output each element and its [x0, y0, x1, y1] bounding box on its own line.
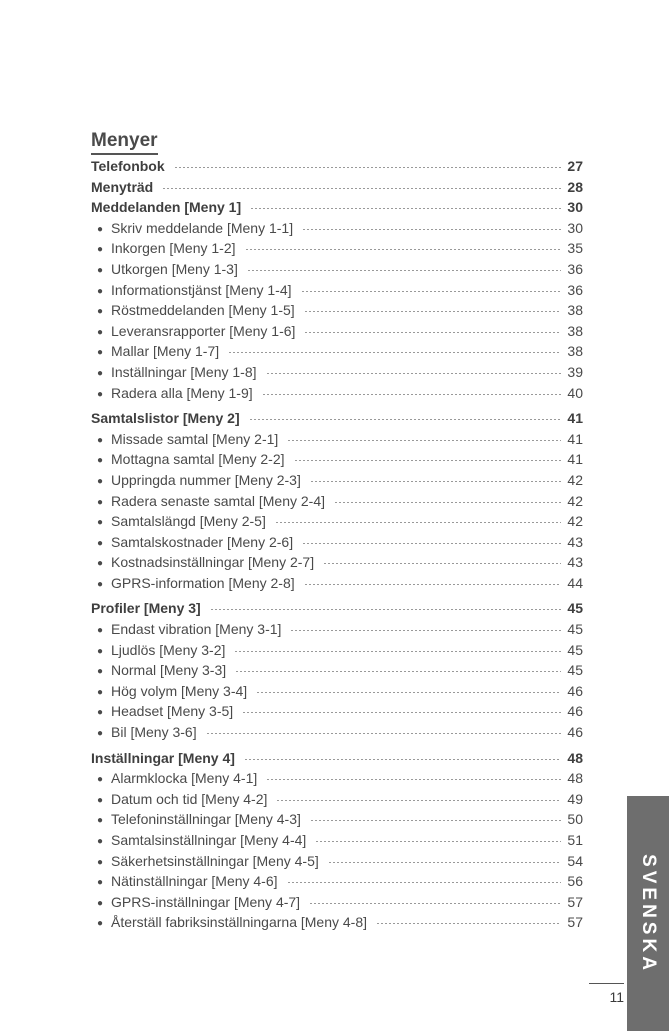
toc-entry-label: Endast vibration [Meny 3-1]: [111, 621, 282, 638]
bullet-icon: ●: [97, 306, 104, 318]
bullet-icon: ●: [97, 455, 104, 467]
toc-entry-page: 36: [567, 260, 583, 277]
toc-item-entry: [91, 282, 583, 303]
dot-leader: [304, 311, 561, 312]
dot-leader: [376, 923, 561, 924]
toc-entry-page: 46: [567, 703, 583, 720]
toc-entry-page: 45: [567, 600, 583, 617]
bullet-icon: ●: [97, 517, 104, 529]
dot-leader: [294, 460, 561, 461]
toc-entry-page: 38: [567, 322, 583, 339]
toc-entry-page: 43: [567, 533, 583, 550]
toc-entry-page: 41: [567, 451, 583, 468]
toc-entry-page: 45: [567, 662, 583, 679]
toc-entry-label: Ljudlös [Meny 3-2]: [111, 641, 226, 658]
toc-item-entry: [91, 534, 583, 555]
toc-item-entry: [91, 240, 583, 261]
toc-entry-label: Samtalslistor [Meny 2]: [91, 410, 240, 427]
dot-leader: [162, 188, 561, 189]
toc-item-entry: [91, 220, 583, 241]
toc-entry-label: Radera alla [Meny 1-9]: [111, 384, 253, 401]
toc-item-entry: [91, 472, 583, 493]
dot-leader: [304, 332, 561, 333]
toc-entry-label: Uppringda nummer [Meny 2-3]: [111, 471, 301, 488]
toc-item-entry: [91, 302, 583, 323]
toc-item-entry: [91, 853, 583, 874]
dot-leader: [287, 882, 561, 883]
toc-entry-label: Inställningar [Meny 4]: [91, 749, 235, 766]
toc-item-entry: [91, 811, 583, 832]
toc-entry-page: 51: [567, 832, 583, 848]
toc-entry-page: 45: [567, 641, 583, 658]
toc-entry-label: Nätinställningar [Meny 4-6]: [111, 873, 278, 890]
toc-entry-label: Samtalskostnader [Meny 2-6]: [111, 533, 294, 550]
toc-entry-page: 35: [567, 240, 583, 257]
toc-entry-page: 42: [567, 471, 583, 488]
dot-leader: [276, 800, 561, 801]
toc-entry-page: 41: [567, 410, 583, 427]
bullet-icon: ●: [97, 347, 104, 359]
toc-heading: Menyer: [91, 130, 158, 155]
toc-entry-label: Samtalslängd [Meny 2-5]: [111, 513, 266, 530]
toc-entry-label: Skriv meddelande [Meny 1-1]: [111, 219, 294, 236]
toc-entry-page: 56: [567, 873, 583, 890]
toc-item-entry: [91, 451, 583, 472]
bullet-icon: ●: [97, 434, 104, 446]
toc-entry-page: 27: [567, 158, 583, 174]
dot-leader: [247, 270, 561, 271]
toc-section-entry: [91, 179, 583, 200]
toc-entry-label: Normal [Meny 3-3]: [111, 662, 227, 679]
bullet-icon: ●: [97, 877, 104, 889]
bullet-icon: ●: [97, 836, 104, 847]
bullet-icon: ●: [97, 918, 104, 930]
toc-entry-page: 30: [567, 219, 583, 236]
dot-leader: [244, 759, 561, 760]
dot-leader: [256, 692, 561, 693]
toc-entry-page: 48: [567, 749, 583, 766]
dot-leader: [310, 481, 561, 482]
dot-leader: [250, 208, 561, 209]
language-side-tab: [627, 796, 669, 1031]
bullet-icon: ●: [97, 285, 104, 297]
toc-item-entry: [91, 621, 583, 642]
toc-entry-label: Röstmeddelanden [Meny 1-5]: [111, 302, 295, 319]
bullet-icon: ●: [97, 728, 104, 740]
toc-item-entry: [91, 261, 583, 282]
bullet-icon: ●: [97, 388, 104, 400]
toc-item-entry: [91, 323, 583, 344]
table-of-contents: [91, 130, 583, 935]
toc-entry-label: Mallar [Meny 1-7]: [111, 343, 220, 360]
dot-leader: [262, 394, 561, 395]
dot-leader: [266, 779, 561, 780]
toc-entry-label: Inkorgen [Meny 1-2]: [111, 240, 236, 257]
bullet-icon: ●: [97, 625, 104, 637]
bullet-icon: ●: [97, 707, 104, 719]
toc-entry-page: 36: [567, 281, 583, 298]
toc-entry-label: Profiler [Meny 3]: [91, 600, 201, 617]
toc-entry-page: 46: [567, 724, 583, 741]
toc-item-entry: [91, 554, 583, 575]
dot-leader: [242, 712, 561, 713]
toc-entry-label: Menyträd: [91, 178, 154, 195]
toc-item-entry: [91, 364, 583, 385]
toc-section-entry: [91, 410, 583, 431]
toc-list: [91, 158, 583, 935]
dot-leader: [328, 862, 561, 863]
bullet-icon: ●: [97, 537, 104, 549]
toc-section-entry: [91, 600, 583, 621]
toc-item-entry: [91, 873, 583, 894]
dot-leader: [323, 563, 561, 564]
toc-entry-page: 42: [567, 492, 583, 509]
dot-leader: [287, 440, 561, 441]
bullet-icon: ●: [97, 897, 104, 909]
toc-entry-label: Headset [Meny 3-5]: [111, 703, 234, 720]
toc-entry-page: 44: [567, 574, 583, 591]
bullet-icon: ●: [97, 686, 104, 698]
toc-entry-label: Informationstjänst [Meny 1-4]: [111, 281, 292, 298]
bullet-icon: ●: [97, 578, 104, 590]
toc-entry-page: 49: [567, 790, 583, 807]
bullet-icon: ●: [97, 794, 104, 806]
dot-leader: [301, 291, 561, 292]
toc-entry-page: 30: [567, 199, 583, 216]
toc-item-entry: [91, 703, 583, 724]
bullet-icon: ●: [97, 815, 104, 827]
bullet-icon: ●: [97, 244, 104, 256]
bullet-icon: ●: [97, 645, 104, 657]
toc-item-entry: [91, 832, 583, 853]
bullet-icon: ●: [97, 475, 104, 487]
dot-leader: [334, 502, 561, 503]
toc-item-entry: [91, 894, 583, 915]
bullet-icon: ●: [97, 367, 104, 379]
bullet-icon: ●: [97, 223, 104, 235]
dot-leader: [234, 651, 561, 652]
bullet-icon: ●: [97, 326, 104, 338]
dot-leader: [302, 543, 561, 544]
toc-entry-page: 54: [567, 852, 583, 869]
toc-item-entry: [91, 493, 583, 514]
toc-item-entry: [91, 791, 583, 812]
toc-entry-label: Datum och tid [Meny 4-2]: [111, 790, 268, 807]
toc-item-entry: [91, 513, 583, 534]
toc-entry-label: Inställningar [Meny 1-8]: [111, 363, 257, 380]
bullet-icon: ●: [97, 666, 104, 678]
dot-leader: [290, 630, 561, 631]
toc-entry-page: 38: [567, 343, 583, 360]
dot-leader: [309, 903, 561, 904]
bullet-icon: ●: [97, 496, 104, 508]
toc-item-entry: [91, 343, 583, 364]
dot-leader: [174, 167, 561, 168]
toc-entry-page: 57: [567, 914, 583, 931]
toc-entry-label: Hög volym [Meny 3-4]: [111, 682, 248, 699]
dot-leader: [315, 841, 561, 842]
toc-item-entry: [91, 683, 583, 704]
toc-entry-page: 41: [567, 430, 583, 447]
toc-entry-label: Missade samtal [Meny 2-1]: [111, 430, 279, 447]
dot-leader: [245, 249, 561, 250]
toc-item-entry: [91, 662, 583, 683]
bullet-icon: ●: [97, 558, 104, 570]
toc-entry-label: Meddelanden [Meny 1]: [91, 199, 242, 216]
dot-leader: [302, 229, 561, 230]
toc-entry-page: 57: [567, 893, 583, 910]
toc-entry-label: Bil [Meny 3-6]: [111, 724, 197, 741]
toc-item-entry: [91, 575, 583, 596]
dot-leader: [228, 352, 561, 353]
toc-item-entry: [91, 914, 583, 935]
toc-entry-page: 39: [567, 363, 583, 380]
toc-entry-label: Samtalsinställningar [Meny 4-4]: [111, 832, 307, 848]
toc-entry-label: Återställ fabriksinställningarna [Meny 4-8]: [111, 914, 368, 931]
toc-entry-label: Mottagna samtal [Meny 2-2]: [111, 451, 285, 468]
dot-leader: [249, 419, 561, 420]
toc-entry-page: 46: [567, 682, 583, 699]
toc-item-entry: [91, 724, 583, 745]
bullet-icon: ●: [97, 856, 104, 868]
dot-leader: [206, 733, 561, 734]
toc-item-entry: [91, 770, 583, 791]
toc-entry-page: 43: [567, 554, 583, 571]
toc-item-entry: [91, 642, 583, 663]
toc-section-entry: [91, 750, 583, 771]
toc-item-entry: [91, 385, 583, 406]
toc-entry-page: 38: [567, 302, 583, 319]
toc-entry-page: 48: [567, 770, 583, 787]
page-number: 11: [589, 983, 624, 1005]
toc-entry-page: 50: [567, 811, 583, 828]
dot-leader: [210, 609, 561, 610]
toc-entry-label: Telefoninställningar [Meny 4-3]: [111, 811, 301, 828]
toc-entry-label: Kostnadsinställningar [Meny 2-7]: [111, 554, 315, 571]
toc-section-entry: [91, 199, 583, 220]
language-label: SVENSKA: [638, 853, 659, 974]
toc-entry-page: 45: [567, 621, 583, 638]
dot-leader: [266, 373, 561, 374]
toc-entry-label: Säkerhetsinställningar [Meny 4-5]: [111, 852, 319, 869]
toc-section-entry: [91, 158, 583, 179]
toc-entry-page: 42: [567, 513, 583, 530]
toc-entry-label: Utkorgen [Meny 1-3]: [111, 260, 238, 277]
toc-item-entry: [91, 431, 583, 452]
bullet-icon: ●: [97, 264, 104, 276]
dot-leader: [304, 584, 561, 585]
toc-entry-label: GPRS-inställningar [Meny 4-7]: [111, 893, 301, 910]
toc-entry-label: Telefonbok: [91, 158, 165, 174]
toc-entry-label: Leveransrapporter [Meny 1-6]: [111, 322, 296, 339]
toc-entry-page: 28: [567, 178, 583, 195]
dot-leader: [275, 522, 561, 523]
toc-entry-page: 40: [567, 384, 583, 401]
toc-entry-label: Alarmklocka [Meny 4-1]: [111, 770, 258, 787]
toc-entry-label: GPRS-information [Meny 2-8]: [111, 574, 295, 591]
dot-leader: [310, 820, 561, 821]
dot-leader: [235, 671, 561, 672]
bullet-icon: ●: [97, 774, 104, 786]
toc-entry-label: Radera senaste samtal [Meny 2-4]: [111, 492, 325, 509]
